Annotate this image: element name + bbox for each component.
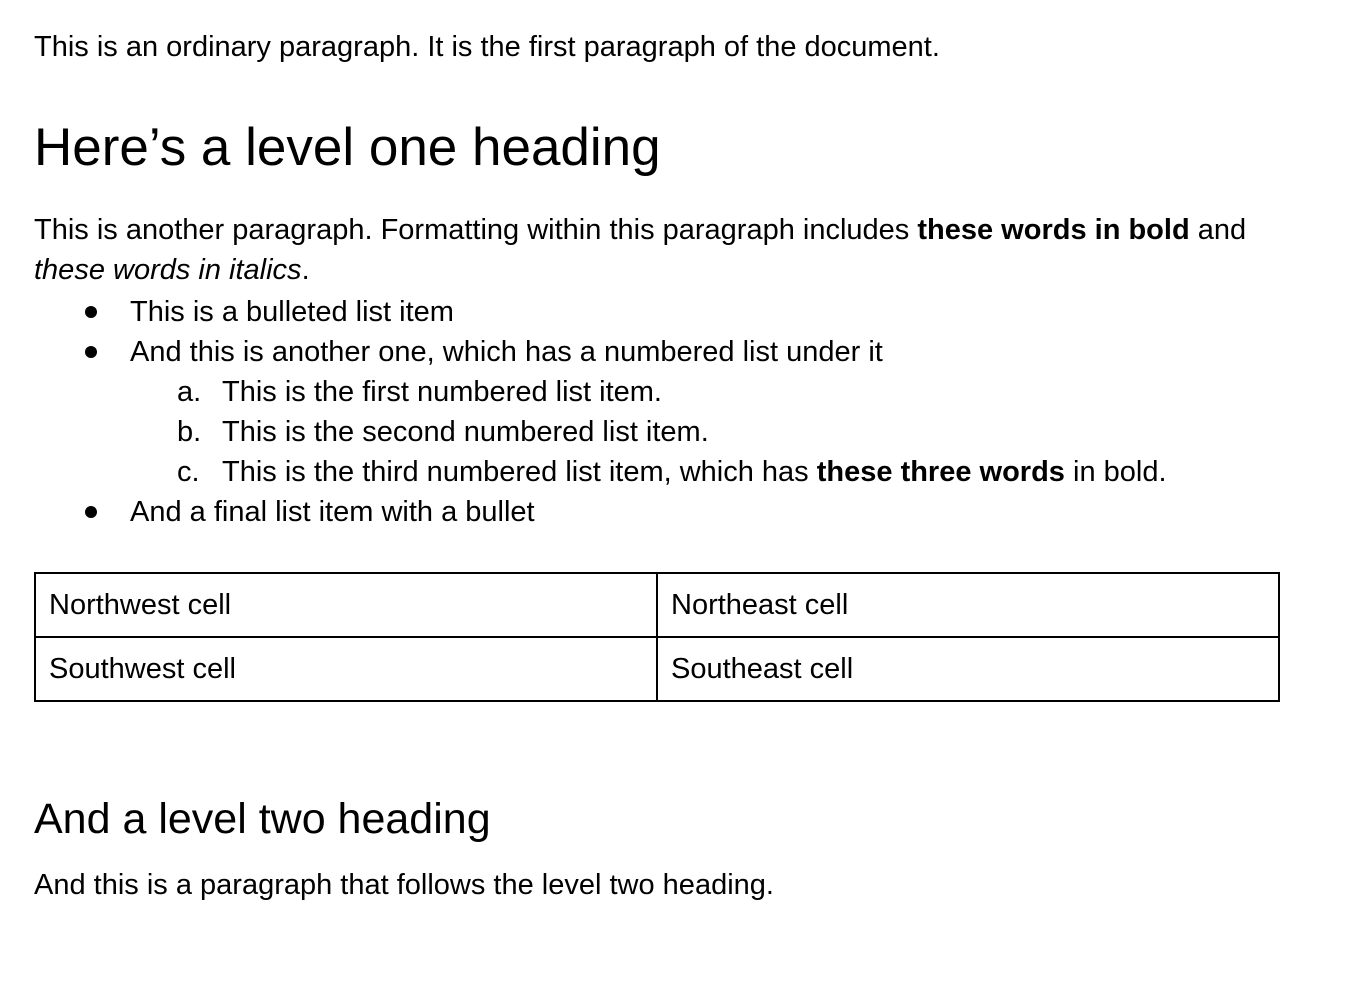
numbered-list-item-c-text — [222, 456, 1167, 488]
bullet-icon — [85, 306, 97, 318]
paragraph-after-h2: And this is a paragraph that follows the level two heading. — [34, 869, 774, 901]
italic-text-run: these words in italics — [34, 254, 302, 286]
numbered-list-item-c-text-2: in bold. — [1064, 456, 1167, 488]
document-table — [34, 572, 1280, 702]
heading-level-1: Here’s a level one heading — [34, 118, 661, 177]
table-row-south — [35, 637, 1279, 701]
numbered-list-item-a-text: This is the first numbered list item. — [222, 376, 662, 408]
bullet-list-item-2 — [34, 332, 1280, 372]
bullet-list-item-3-text: And a final list item with a bullet — [130, 496, 535, 528]
paragraph-first: This is an ordinary paragraph. It is the first paragraph of the document. — [34, 31, 940, 63]
numbered-list-marker-c: c. — [177, 456, 200, 488]
table-row-north — [35, 573, 1279, 637]
paragraph-formatted-text-3: . — [301, 254, 310, 286]
table-cell-southeast: Southeast cell — [657, 637, 1279, 701]
heading-level-2: And a level two heading — [34, 795, 491, 843]
bullet-list-item-1 — [34, 292, 1280, 332]
bullet-list-item-1-text: This is a bulleted list item — [130, 296, 454, 328]
paragraph-formatted-text-1: This is another paragraph. Formatting within this paragraph includes — [34, 214, 918, 246]
bold-text-run: these words in bold — [917, 214, 1190, 246]
numbered-list-item-c-text-1: This is the third numbered list item, which has — [222, 456, 817, 488]
bullet-list — [34, 292, 1280, 532]
numbered-list-item-a — [34, 372, 1280, 412]
numbered-list-item-b-text: This is the second numbered list item. — [222, 416, 709, 448]
bullet-list-item-3 — [34, 492, 1280, 532]
paragraph-formatted-text-2: and — [1189, 214, 1247, 246]
table-cell-northeast: Northeast cell — [657, 573, 1279, 637]
bullet-icon — [85, 506, 97, 518]
bullet-list-item-2-text: And this is another one, which has a numbered list under it — [130, 336, 883, 368]
numbered-list-marker-b: b. — [177, 416, 202, 448]
numbered-list-item-c — [34, 452, 1280, 492]
table-cell-southwest: Southwest cell — [35, 637, 657, 701]
numbered-list-item-b — [34, 412, 1280, 452]
bold-text-run: these three words — [816, 456, 1065, 488]
document-content — [34, 0, 1280, 905]
numbered-list-marker-a: a. — [177, 376, 202, 408]
table-cell-northwest: Northwest cell — [35, 573, 657, 637]
bullet-icon — [85, 346, 97, 358]
paragraph-formatted — [34, 210, 1280, 290]
